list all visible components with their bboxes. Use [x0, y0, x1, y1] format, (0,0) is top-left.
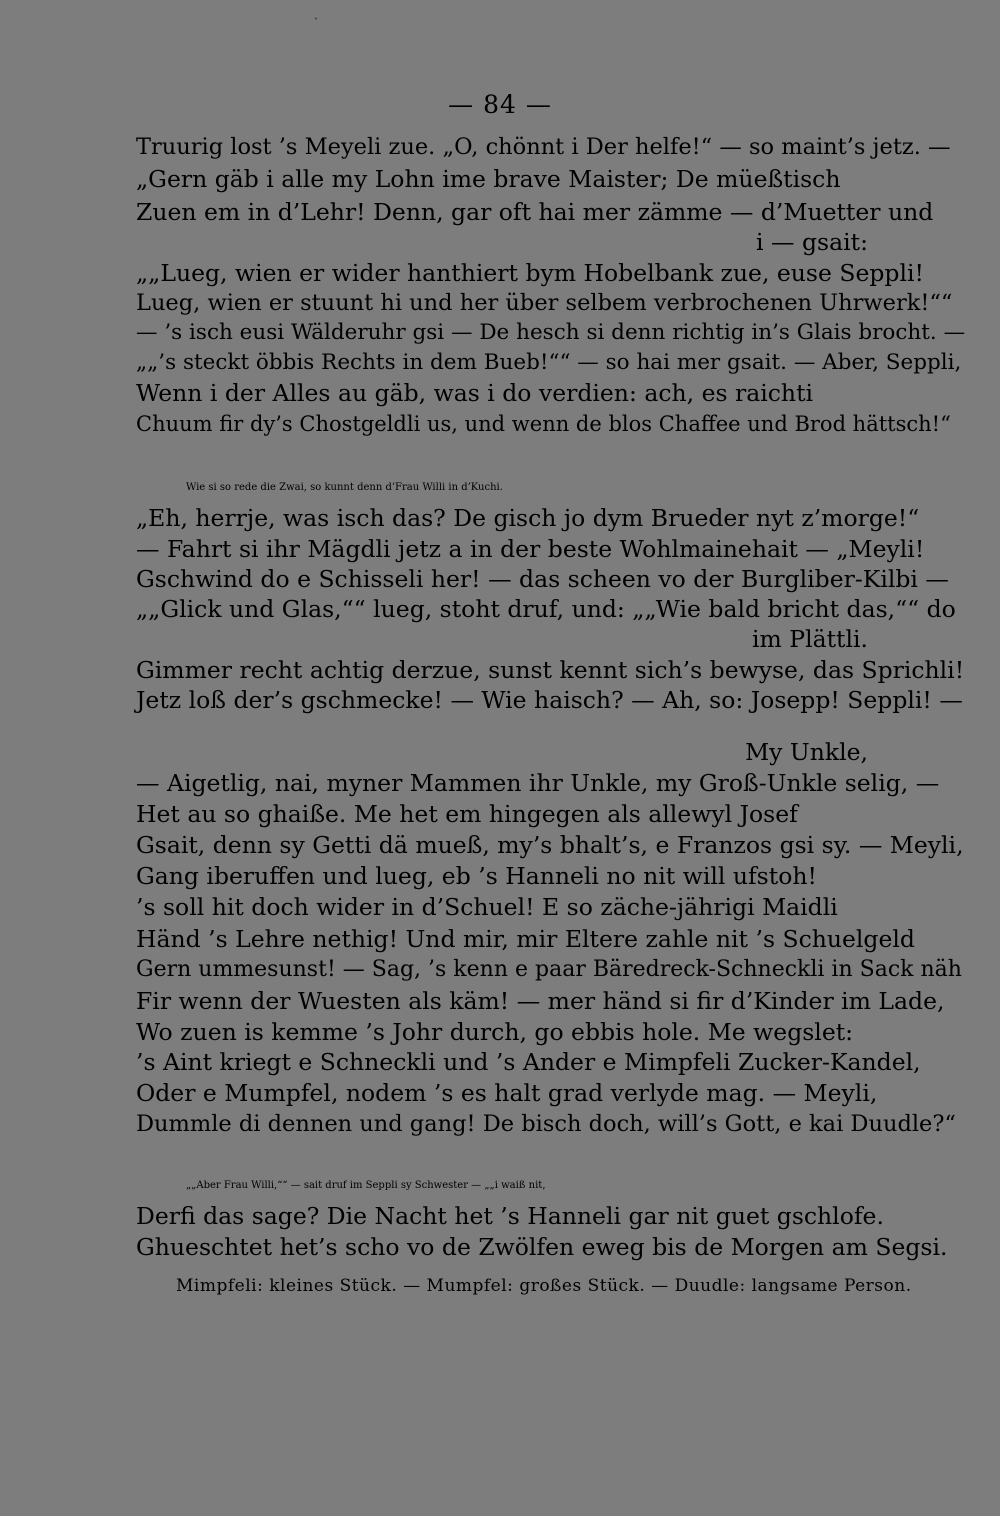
text-line: „„Glick und Glas,““ lueg, stoht druf, und: „„Wie bald bricht das,““ do: [136, 595, 956, 623]
text-line: Jetz loß der’s gschmecke! — Wie haisch? — Ah, so: Josepp! Seppli! —: [136, 686, 963, 714]
text-line: Derfi das sage? Die Nacht het ’s Hanneli gar nit guet gschlofe.: [136, 1202, 884, 1230]
text-line: Wie si so rede die Zwai, so kunnt denn d’Frau Willi in d’Kuchi.: [186, 482, 503, 493]
text-line: Dummle di dennen und gang! De bisch doch, will’s Gott, e kai Duudle?“: [136, 1111, 956, 1137]
text-line: Truurig lost ’s Meyeli zue. „O, chönnt i Der helfe!“ — so maint’s jetz. —: [136, 134, 951, 160]
text-line: Wo zuen is kemme ’s Johr durch, go ebbis hole. Me wegslet:: [136, 1018, 854, 1046]
text-line: Gern ummesunst! — Sag, ’s kenn e paar Bäredreck-Schneckli in Sack näh: [136, 957, 962, 982]
text-line: „Eh, herrje, was isch das? De gisch jo dym Brueder nyt z’morge!“: [136, 504, 920, 532]
text-line: Gsait, denn sy Getti dä mueß, my’s bhalt’s, e Franzos gsi sy. — Meyli,: [136, 831, 964, 859]
text-line: Chuum fir dy’s Chostgeldli us, und wenn de blos Chaffee und Brod hättsch!“: [136, 412, 951, 436]
text-line: ’s soll hit doch wider in d’Schuel! E so zäche-jährigi Maidli: [136, 893, 838, 921]
text-line: „Gern gäb i alle my Lohn ime brave Maister; De müeßtisch: [136, 165, 841, 193]
text-line: „„Aber Frau Willi,““ — sait druf im Seppli sy Schwester — „„i waiß nit,: [186, 1180, 546, 1191]
text-line: Gimmer recht achtig derzue, sunst kennt sich’s bewyse, das Sprichli!: [136, 656, 965, 684]
text-line: „„’s steckt öbbis Rechts in dem Bueb!““ — so hai mer gsait. — Aber, Seppli,: [136, 350, 962, 375]
text-line: Lueg, wien er stuunt hi und her über selbem verbrochenen Uhrwerk!““: [136, 290, 953, 316]
text-line: — Fahrt si ihr Mägdli jetz a in der beste Wohlmainehait — „Meyli!: [136, 535, 925, 563]
text-line: Händ ’s Lehre nethig! Und mir, mir Eltere zahle nit ’s Schuelgeld: [136, 925, 915, 953]
ink-speck: ˎ: [314, 6, 318, 20]
text-line: Gschwind do e Schisseli her! — das scheen vo der Burgliber-Kilbi —: [136, 565, 949, 593]
text-line: Zuen em in d’Lehr! Denn, gar oft hai mer zämme — d’Muetter und: [136, 198, 934, 226]
text-line: im Plättli.: [752, 625, 868, 653]
text-line: Gang iberuffen und lueg, eb ’s Hanneli no nit will ufstoh!: [136, 862, 817, 890]
footnote: Mimpfeli: kleines Stück. — Mumpfel: großes Stück. — Duudle: langsame Person.: [176, 1276, 912, 1296]
text-line: ’s Aint kriegt e Schneckli und ’s Ander e Mimpfeli Zucker-Kandel,: [136, 1048, 921, 1076]
text-line: „„Lueg, wien er wider hanthiert bym Hobelbank zue, euse Seppli!: [136, 259, 924, 287]
text-line: Oder e Mumpfel, nodem ’s es halt grad verlyde mag. — Meyli,: [136, 1079, 878, 1107]
text-line: — ’s isch eusi Wälderuhr gsi — De hesch si denn richtig in’s Glais brocht. —: [136, 320, 966, 345]
text-line: i — gsait:: [756, 228, 868, 256]
text-line: Het au so ghaiße. Me het em hingegen als allewyl Josef: [136, 800, 798, 828]
text-line: — Aigetlig, nai, myner Mammen ihr Unkle, my Groß-Unkle selig, —: [136, 769, 940, 797]
text-line: My Unkle,: [745, 738, 868, 766]
text-line: Wenn i der Alles au gäb, was i do verdien: ach, es raichti: [136, 379, 814, 407]
text-line: Fir wenn der Wuesten als käm! — mer händ si fir d’Kinder im Lade,: [136, 987, 945, 1015]
page-number: — 84 —: [448, 90, 552, 119]
text-line: Ghueschtet het’s scho vo de Zwölfen eweg bis de Morgen am Segsi.: [136, 1233, 948, 1261]
